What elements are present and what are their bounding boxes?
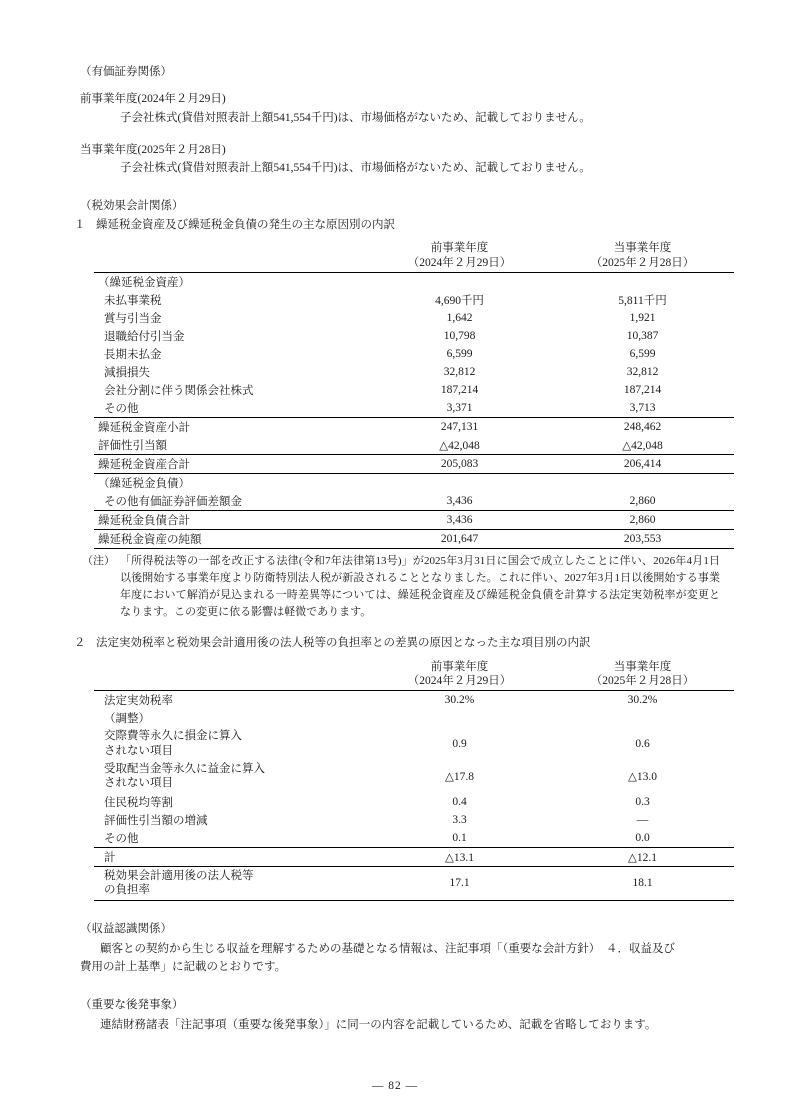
row-value-current-year: 248,462: [551, 418, 734, 437]
page-number: ― 82 ―: [371, 1080, 419, 1092]
tax-item1-title: 繰延税金資産及び繰延税金負債の発生の主な原因別の内訳: [96, 219, 395, 232]
row-label-line: 交際費等永久に損金に算入: [104, 730, 242, 743]
row-value-prev-year: 0.9: [452, 737, 467, 750]
row-value-current-year: 0.3: [635, 795, 650, 808]
header-prev-year2-line2: （2024年２月29日）: [407, 674, 512, 687]
header-prev-year: [368, 240, 551, 272]
header-prev-year-2: [368, 659, 551, 691]
securities-current-year-label: 当事業年度(2025年２月28日): [80, 144, 226, 157]
row-label: （繰延税金負債）: [94, 474, 368, 493]
row-value-current-year: [551, 709, 734, 727]
row-label: [94, 760, 368, 793]
table-row: [94, 847, 734, 866]
row-value-prev-year: 0.1: [452, 831, 467, 844]
row-value-current-year: 3,713: [629, 402, 656, 415]
row-label: 会社分割に伴う関係会社株式: [104, 385, 254, 398]
row-value-prev-year: 3,371: [446, 402, 473, 415]
table-row: [94, 760, 734, 793]
row-value-current-year: 30.2%: [627, 694, 658, 707]
row-label: 未払事業税: [104, 295, 162, 308]
row-value-prev-year: 3,436: [446, 495, 473, 508]
header-blank-cell: [94, 240, 368, 272]
row-value-prev-year: [368, 709, 551, 727]
row-value-prev-year: 205,083: [368, 455, 551, 474]
header-current-year2-line2: （2025年２月28日）: [590, 674, 695, 687]
row-label: 法定実効税率: [104, 695, 173, 708]
row-label: 退職給付引当金: [104, 331, 185, 344]
row-value-prev-year: 187,214: [440, 384, 479, 397]
row-value-prev-year: [368, 474, 551, 493]
table-row: [94, 511, 734, 530]
effective-tax-rate-table-header: [94, 659, 734, 691]
subsequent-events-text: 連結財務諸表「注記事項（重要な後発事象）」に同一の内容を記載しているため、記載を省略しております。: [100, 1018, 657, 1031]
row-label: [94, 866, 368, 900]
deferred-tax-table-header: [94, 240, 734, 272]
row-label: 繰延税金資産合計: [94, 455, 368, 474]
header-current-year2-line1: 当事業年度: [613, 660, 672, 673]
row-value-prev-year: 10,798: [443, 330, 476, 343]
securities-prev-year-label: 前事業年度(2024年２月29日): [80, 93, 226, 106]
tax-item1-number: １: [74, 219, 86, 232]
row-value-current-year: △42,048: [622, 440, 663, 453]
table-row: [94, 691, 734, 710]
row-label: 長期未払金: [104, 349, 162, 362]
deferred-tax-table: [94, 240, 734, 549]
deferred-tax-note-text: 「所得税法等の一部を改正する法律(令和7年法律第13号)」が2025年3月31日に国会で成立したことに伴い、2026年4月1日以後開始する事業年度より防衛特別法人税が新設されることとなりました。これに伴い、2027年3月1日以後開始する事業年度において解消が見込まれる一時差異等については、繰延税金資産及び繰延税金負債を計算する法定実効税率が変更となります。この変更に依る影響は軽微であります。: [120, 555, 720, 619]
table-row: [94, 866, 734, 900]
row-value-prev-year: △17.8: [445, 771, 474, 784]
row-value-current-year: 203,553: [551, 530, 734, 549]
table-row: [94, 381, 734, 399]
header-current-year: [551, 240, 734, 272]
table-row: [94, 474, 734, 493]
table-row: [94, 273, 734, 292]
row-label: 住民税均等割: [104, 796, 173, 809]
row-value-current-year: 2,860: [551, 511, 734, 530]
row-label-line: の負担率: [104, 884, 150, 897]
revenue-recognition-text-line2: 費用の計上基準」に記載のとおりです。: [80, 961, 287, 974]
revenue-recognition-text-line1: 顧客との契約から生じる収益を理解するための基礎となる情報は、注記事項「（重要な会計方針） ４．収益及び: [100, 942, 675, 955]
table-row: [94, 363, 734, 381]
header-prev-year2-line1: 前事業年度: [430, 660, 489, 673]
row-value-prev-year: △13.1: [368, 847, 551, 866]
header-current-year-line1: 当事業年度: [613, 242, 672, 255]
row-value-prev-year: 6,599: [446, 348, 473, 361]
row-value-current-year: △13.0: [628, 771, 657, 784]
row-value-current-year: 32,812: [626, 366, 659, 379]
row-label: 繰延税金負債合計: [94, 511, 368, 530]
row-value-current-year: 18.1: [551, 866, 734, 900]
table-row: [94, 436, 734, 455]
table-row: [94, 727, 734, 760]
table-row: [94, 709, 734, 727]
row-value-current-year: 5,811千円: [618, 295, 667, 308]
header-prev-year-line1: 前事業年度: [430, 242, 489, 255]
row-label-line: 受取配当金等永久に益金に算入: [104, 763, 265, 775]
row-label-line: されない項目: [104, 777, 173, 790]
row-label: 計: [94, 847, 368, 866]
table-row: [94, 793, 734, 811]
table-row: [94, 345, 734, 363]
row-label: その他: [104, 403, 139, 416]
row-label: 評価性引当額: [98, 440, 167, 453]
securities-current-year-text: 子会社株式(貸借対照表計上額541,554千円)は、市場価格がないため、記載しておりません。: [120, 162, 591, 175]
row-label: その他有価証券評価差額金: [104, 496, 242, 509]
table-row: [94, 455, 734, 474]
tax-effect-section-heading: （税効果会計関係）: [80, 199, 184, 212]
row-value-current-year: 2,860: [629, 495, 656, 508]
row-value-prev-year: 1,642: [446, 312, 473, 325]
table-row: [94, 399, 734, 418]
row-value-current-year: 1,921: [629, 312, 656, 325]
revenue-recognition-heading: （収益認識関係）: [80, 922, 172, 935]
row-label: 繰延税金資産の純額: [94, 530, 368, 549]
row-value-prev-year: △42,048: [439, 440, 480, 453]
header-prev-year-line2: （2024年２月29日）: [407, 256, 512, 269]
row-label: （調整）: [104, 713, 150, 726]
row-label: 繰延税金資産小計: [94, 418, 368, 437]
row-label: 賞与引当金: [104, 313, 162, 326]
row-value-prev-year: 201,647: [368, 530, 551, 549]
securities-prev-year-text: 子会社株式(貸借対照表計上額541,554千円)は、市場価格がないため、記載しておりません。: [120, 111, 591, 124]
tax-item2-number: ２: [74, 637, 86, 650]
row-value-current-year: △12.1: [551, 847, 734, 866]
table-row: [94, 309, 734, 327]
row-value-prev-year: 3,436: [368, 511, 551, 530]
deferred-tax-note: [82, 553, 728, 621]
row-value-prev-year: 0.4: [452, 795, 467, 808]
row-value-current-year: —: [636, 813, 649, 826]
table-row: [94, 291, 734, 309]
effective-tax-rate-table: [94, 659, 734, 901]
table-row: [94, 530, 734, 549]
deferred-tax-note-label: （注）: [82, 555, 115, 568]
table-row: [94, 492, 734, 511]
header-blank-cell-2: [94, 659, 368, 691]
row-value-prev-year: 32,812: [443, 366, 476, 379]
row-value-current-year: 0.0: [635, 831, 650, 844]
securities-section-heading: （有価証券関係）: [80, 66, 172, 78]
tax-item2-title: 法定実効税率と税効果会計適用後の法人税等の負担率との差異の原因となった主な項目別の内訳: [96, 637, 591, 650]
row-value-prev-year: 3.3: [452, 813, 467, 826]
row-value-current-year: 187,214: [623, 384, 662, 397]
row-value-current-year: [551, 273, 734, 292]
tax-item1-title-row: [74, 217, 728, 234]
tax-item2-title-row: [74, 635, 728, 652]
row-label: [94, 727, 368, 760]
row-value-current-year: [551, 474, 734, 493]
table-row: [94, 811, 734, 829]
row-label-line: 税効果会計適用後の法人税等: [104, 869, 254, 882]
row-label: 減損損失: [104, 367, 150, 380]
header-current-year-2: [551, 659, 734, 691]
table-row: [94, 327, 734, 345]
row-value-prev-year: 4,690千円: [435, 295, 484, 308]
row-label: 評価性引当額の増減: [104, 814, 208, 827]
header-current-year-line2: （2025年２月28日）: [590, 256, 695, 269]
row-value-current-year: 0.6: [635, 737, 650, 750]
row-value-current-year: 6,599: [629, 348, 656, 361]
row-label: その他: [104, 832, 139, 845]
subsequent-events-heading: （重要な後発事象）: [80, 998, 184, 1011]
row-value-prev-year: 247,131: [368, 418, 551, 437]
row-label-line: されない項目: [104, 744, 173, 757]
row-value-prev-year: 17.1: [368, 866, 551, 900]
row-value-prev-year: 30.2%: [444, 694, 475, 707]
row-value-current-year: 206,414: [551, 455, 734, 474]
table-row: [94, 418, 734, 437]
table-row: [94, 829, 734, 848]
row-label: （繰延税金資産）: [98, 277, 190, 290]
row-value-prev-year: [368, 273, 551, 292]
row-value-current-year: 10,387: [626, 330, 659, 343]
